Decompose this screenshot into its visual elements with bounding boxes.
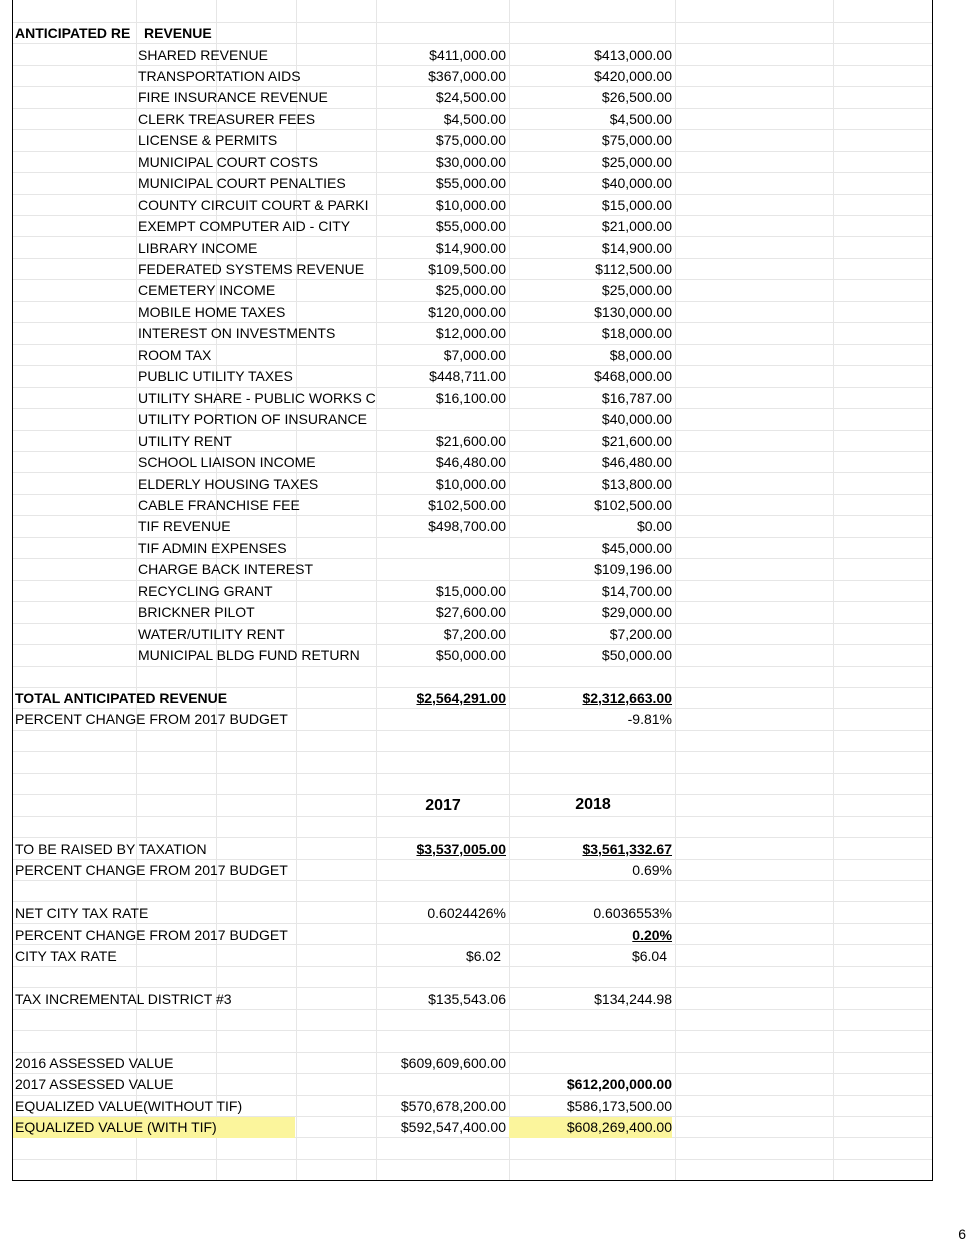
net-tax-rate-label: NET CITY TAX RATE: [15, 905, 149, 921]
revenue-item-2018: $21,600.00: [601, 433, 672, 449]
revenue-item-label: TIF ADMIN EXPENSES: [138, 540, 287, 556]
revenue-item-2018: $26,500.00: [601, 89, 672, 105]
section-header-part1: ANTICIPATED RE: [15, 25, 131, 41]
revenue-item-label: FIRE INSURANCE REVENUE: [138, 89, 328, 105]
revenue-item-2018: $413,000.00: [594, 47, 672, 63]
budget-spreadsheet: [12, 0, 933, 1181]
revenue-item-2018: $45,000.00: [601, 540, 672, 556]
revenue-item-label: INTEREST ON INVESTMENTS: [138, 325, 336, 341]
tid3-2017: $135,543.06: [428, 991, 506, 1007]
revenue-item-2017: $102,500.00: [428, 497, 506, 513]
revenue-item-label: ELDERLY HOUSING TAXES: [138, 476, 319, 492]
row-gridline: [13, 901, 932, 902]
revenue-item-2018: $109,196.00: [594, 561, 672, 577]
revenue-item-2017: $10,000.00: [435, 476, 506, 492]
revenue-item-2018: $16,787.00: [601, 390, 672, 406]
revenue-item-2018: $25,000.00: [601, 282, 672, 298]
row-gridline: [13, 773, 932, 774]
year-header-2018: 2018: [575, 796, 611, 813]
revenue-item-2018: $4,500.00: [609, 111, 672, 127]
revenue-item-label: TRANSPORTATION AIDS: [138, 68, 301, 84]
pct-change-taxation-2018: 0.69%: [632, 862, 672, 878]
revenue-item-2018: $468,000.00: [594, 368, 672, 384]
revenue-item-label: CLERK TREASURER FEES: [138, 111, 316, 127]
revenue-item-2018: $7,200.00: [609, 626, 672, 642]
revenue-item-label: COUNTY CIRCUIT COURT & PARKI: [138, 197, 369, 213]
revenue-item-2017: $25,000.00: [435, 282, 506, 298]
revenue-item-2017: $411,000.00: [429, 47, 506, 63]
revenue-item-2017: $14,900.00: [435, 240, 506, 256]
taxation-2018: $3,561,332.67: [582, 841, 672, 857]
total-revenue-2018: $2,312,663.00: [582, 690, 672, 706]
revenue-item-label: LICENSE & PERMITS: [138, 132, 278, 148]
revenue-item-label: CABLE FRANCHISE FEE: [138, 497, 300, 513]
revenue-item-label: PUBLIC UTILITY TAXES: [138, 368, 293, 384]
revenue-item-label: MUNICIPAL COURT PENALTIES: [138, 175, 346, 191]
column-gridline: [833, 0, 834, 1180]
revenue-item-2017: $12,000.00: [435, 325, 506, 341]
revenue-item-2017: $46,480.00: [435, 454, 506, 470]
pct-change-revenue-2018: -9.81%: [627, 711, 672, 727]
revenue-item-2018: $40,000.00: [601, 411, 672, 427]
revenue-item-2018: $102,500.00: [594, 497, 672, 513]
revenue-item-2017: $75,000.00: [435, 132, 506, 148]
taxation-label: TO BE RAISED BY TAXATION: [15, 841, 207, 857]
revenue-item-2018: $50,000.00: [601, 647, 672, 663]
revenue-item-2017: $7,000.00: [443, 347, 506, 363]
revenue-item-label: EXEMPT COMPUTER AID - CITY: [138, 218, 351, 234]
revenue-item-label: SCHOOL LIAISON INCOME: [138, 454, 316, 470]
revenue-item-2018: $75,000.00: [601, 132, 672, 148]
revenue-item-2018: $18,000.00: [601, 325, 672, 341]
revenue-item-2017: $24,500.00: [435, 89, 506, 105]
row-gridline: [13, 751, 932, 752]
revenue-item-2018: $0.00: [636, 518, 672, 534]
revenue-item-2018: $14,900.00: [601, 240, 672, 256]
revenue-item-2018: $29,000.00: [601, 604, 672, 620]
revenue-item-label: LIBRARY INCOME: [138, 240, 258, 256]
equalized-with-2018: $608,269,400.00: [509, 1117, 672, 1138]
revenue-item-2017: $27,600.00: [435, 604, 506, 620]
revenue-item-2018: $25,000.00: [601, 154, 672, 170]
revenue-item-label: RECYCLING GRANT: [138, 583, 273, 599]
revenue-item-2017: $4,500.00: [443, 111, 506, 127]
city-tax-rate-2017: $6.02: [465, 948, 501, 964]
revenue-item-2017: $109,500.00: [428, 261, 506, 277]
city-tax-rate-2018: $6.04: [631, 948, 667, 964]
pct-change-rate-2018: 0.20%: [632, 927, 672, 943]
revenue-item-2017: $16,100.00: [435, 390, 506, 406]
revenue-item-label: MUNICIPAL COURT COSTS: [138, 154, 318, 170]
year-header-2017: 2017: [425, 797, 461, 814]
revenue-item-2017: $30,000.00: [435, 154, 506, 170]
revenue-item-2017: $55,000.00: [435, 218, 506, 234]
revenue-item-label: UTILITY RENT: [138, 433, 232, 449]
revenue-item-2018: $14,700.00: [601, 583, 672, 599]
revenue-item-2018: $40,000.00: [601, 175, 672, 191]
tid3-label: TAX INCREMENTAL DISTRICT #3: [15, 991, 232, 1007]
revenue-item-label: UTILITY PORTION OF INSURANCE: [138, 411, 367, 427]
equalized-without-label: EQUALIZED VALUE(WITHOUT TIF): [15, 1098, 243, 1114]
revenue-item-label: MUNICIPAL BLDG FUND RETURN: [138, 647, 360, 663]
pct-change-rate-label: PERCENT CHANGE FROM 2017 BUDGET: [15, 927, 288, 943]
row-gridline: [13, 666, 932, 667]
pct-change-revenue-label: PERCENT CHANGE FROM 2017 BUDGET: [15, 711, 288, 727]
revenue-item-label: BRICKNER PILOT: [138, 604, 255, 620]
revenue-item-label: ROOM TAX: [138, 347, 212, 363]
revenue-item-2017: $10,000.00: [435, 197, 506, 213]
revenue-item-2018: $15,000.00: [601, 197, 672, 213]
equalized-without-2017: $570,678,200.00: [400, 1098, 506, 1114]
net-tax-rate-2017: 0.6024426%: [427, 905, 506, 921]
revenue-item-2018: $420,000.00: [594, 68, 672, 84]
revenue-item-2017: [376, 559, 506, 580]
revenue-item-2017: [376, 409, 506, 430]
revenue-item-label: CEMETERY INCOME: [138, 282, 276, 298]
revenue-item-2017: $15,000.00: [435, 583, 506, 599]
revenue-item-2017: $7,200.00: [443, 626, 506, 642]
revenue-item-2018: $112,500.00: [595, 261, 672, 277]
revenue-item-label: MOBILE HOME TAXES: [138, 304, 286, 320]
revenue-item-2017: $55,000.00: [435, 175, 506, 191]
row-gridline: [13, 730, 932, 731]
row-gridline: [13, 1180, 932, 1181]
equalized-without-2018: $586,173,500.00: [566, 1098, 672, 1114]
taxation-2017: $3,537,005.00: [416, 841, 506, 857]
revenue-item-label: SHARED REVENUE: [138, 47, 268, 63]
revenue-item-label: CHARGE BACK INTEREST: [138, 561, 314, 577]
revenue-item-2017: $120,000.00: [428, 304, 506, 320]
page-number: 6: [958, 1226, 966, 1242]
assessed-2017-value: $612,200,000.00: [566, 1076, 672, 1092]
revenue-item-2017: $21,600.00: [435, 433, 506, 449]
column-gridline: [675, 0, 676, 1180]
total-revenue-2017: $2,564,291.00: [416, 690, 506, 706]
row-gridline: [13, 1159, 932, 1160]
row-gridline: [13, 837, 932, 838]
city-tax-rate-label: CITY TAX RATE: [15, 948, 117, 964]
equalized-with-2017: $592,547,400.00: [400, 1119, 506, 1135]
equalized-with-label: EQUALIZED VALUE (WITH TIF): [13, 1117, 295, 1138]
revenue-item-2017: $448,711.00: [429, 368, 506, 384]
revenue-item-2017: $50,000.00: [435, 647, 506, 663]
revenue-item-2018: $21,000.00: [601, 218, 672, 234]
tid3-2018: $134,244.98: [594, 991, 672, 1007]
pct-change-taxation-label: PERCENT CHANGE FROM 2017 BUDGET: [15, 862, 288, 878]
revenue-item-label: WATER/UTILITY RENT: [138, 626, 285, 642]
revenue-item-2018: $46,480.00: [601, 454, 672, 470]
assessed-2016-value: $609,609,600.00: [400, 1055, 506, 1071]
revenue-item-label: FEDERATED SYSTEMS REVENUE: [138, 261, 365, 277]
revenue-item-2017: [376, 538, 506, 559]
revenue-item-label: UTILITY SHARE - PUBLIC WORKS C: [138, 390, 376, 406]
revenue-item-2018: $130,000.00: [594, 304, 672, 320]
revenue-item-2017: $498,700.00: [428, 518, 506, 534]
assessed-2017-label: 2017 ASSESSED VALUE: [15, 1076, 174, 1092]
net-tax-rate-2018: 0.6036553%: [593, 905, 672, 921]
revenue-item-label: TIF REVENUE: [138, 518, 231, 534]
revenue-item-2018: $13,800.00: [601, 476, 672, 492]
revenue-item-2017: $367,000.00: [428, 68, 506, 84]
assessed-2016-label: 2016 ASSESSED VALUE: [15, 1055, 174, 1071]
section-header-part2: REVENUE: [144, 25, 212, 41]
row-gridline: [13, 1030, 932, 1031]
total-revenue-label: TOTAL ANTICIPATED REVENUE: [15, 690, 228, 706]
revenue-item-2018: $8,000.00: [609, 347, 672, 363]
row-gridline: [13, 987, 932, 988]
